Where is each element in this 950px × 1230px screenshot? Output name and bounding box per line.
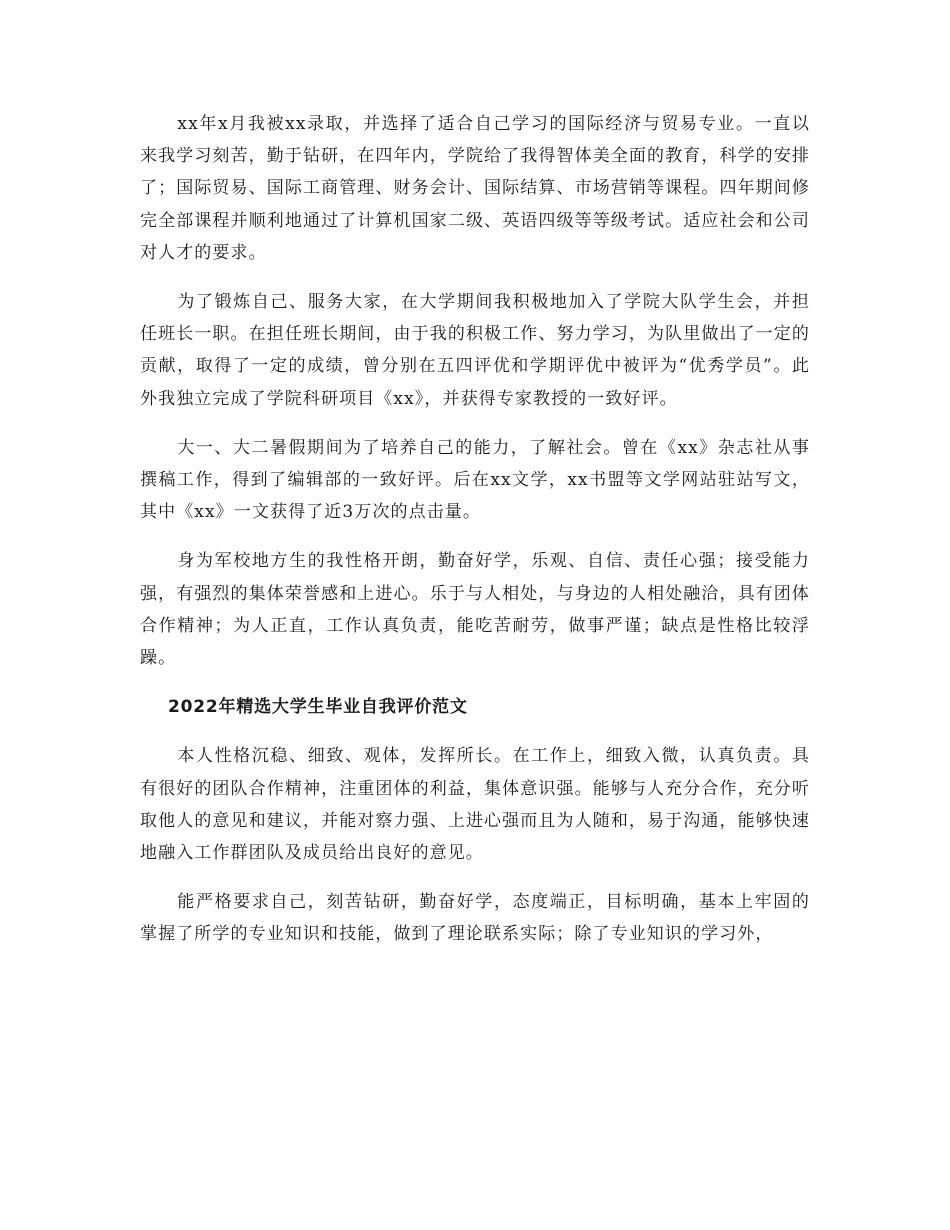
paragraph-self-evaluation: 本人性格沉稳、细致、观体，发挥所长。在工作上，细致入微，认真负责。具有很好的团队合作精神，注重团体的利益，集体意识强。能够与人充分合作，充分听取他人的意见和建议，并能对察力强、上进心强而且为人随和，易于沟通，能够快速地融入工作群团队及成员给出良好的意见。 — [140, 746, 810, 864]
paragraph-personality: 身为军校地方生的我性格开朗，勤奋好学，乐观、自信、责任心强；接受能力强，有强烈的集体荣誉感和上进心。乐于与人相处，与身边的人相处融洽，具有团体合作精神；为人正直，工作认真负责，能吃苦耐劳，做事严谨；缺点是性格比较浮躁。 — [140, 551, 810, 669]
paragraph-enrollment: xx年x月我被xx录取，并选择了适合自己学习的国际经济与贸易专业。一直以来我学习刻苦，勤于钻研，在四年内，学院给了我得智体美全面的教育，科学的安排了；国际贸易、国际工商管理、财务会计、国际结算、市场营销等课程。四年期间修完全部课程并顺利地通过了计算机国家二级、英语四级等等级考试。适应社会和公司对人才的要求。 — [140, 114, 810, 263]
paragraph-study-attitude: 能严格要求自己，刻苦钻研，勤奋好学，态度端正，目标明确，基本上牢固的掌握了所学的专业知识和技能，做到了理论联系实际；除了专业知识的学习外， — [140, 892, 810, 945]
section-heading: 2022年精选大学生毕业自我评价范文 — [168, 697, 468, 718]
paragraph-summer-work: 大一、大二暑假期间为了培养自己的能力，了解社会。曾在《xx》杂志社从事撰稿工作，得到了编辑部的一致好评。后在xx文学，xx书盟等文学网站驻站写文，其中《xx》一文获得了近3万次的点击量。 — [140, 437, 810, 523]
paragraph-student-union: 为了锻炼自己、服务大家，在大学期间我积极地加入了学院大队学生会，并担任班长一职。在担任班长期间，由于我的积极工作、努力学习，为队里做出了一定的贡献，取得了一定的成绩，曾分别在五四评优和学期评优中被评为“优秀学员”。此外我独立完成了学院科研项目《xx》，并获得专家教授的一致好评。 — [140, 292, 810, 409]
